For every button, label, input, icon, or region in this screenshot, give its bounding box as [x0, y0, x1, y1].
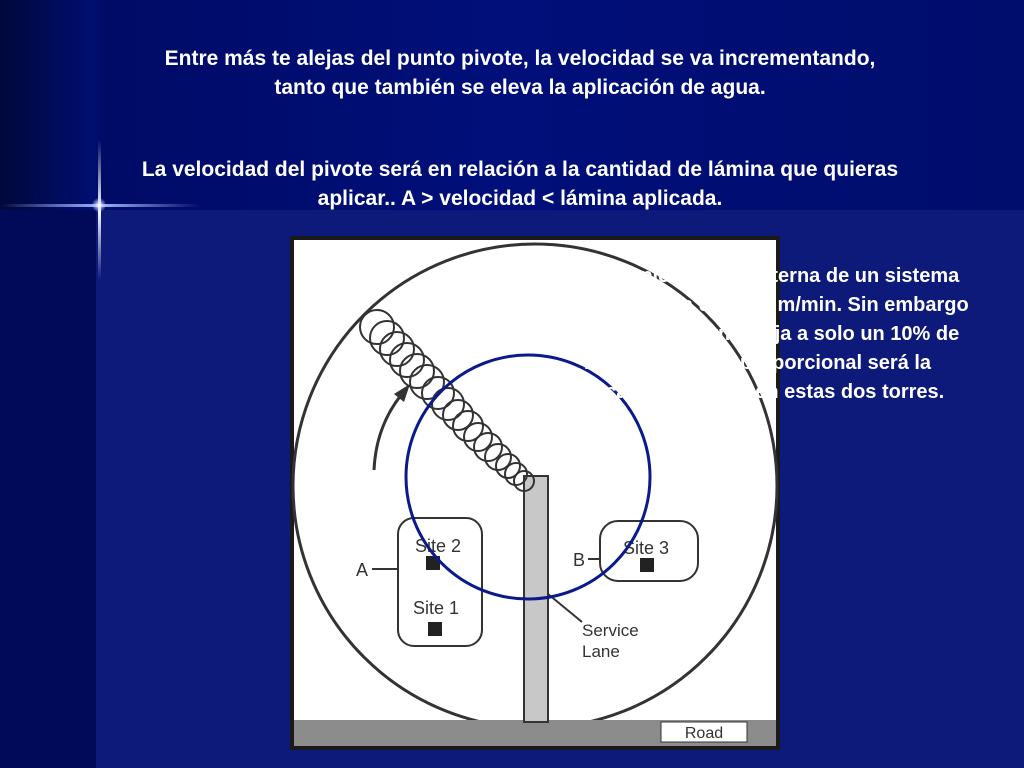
- service-lane-label-line2: Lane: [582, 642, 620, 661]
- site3-label: Site 3: [622, 538, 670, 558]
- road-label: Road: [684, 725, 724, 742]
- slide-subtitle: La velocidad del pivote será en relación a la cantidad de lámina que quieras aplicar.. A > velocidad < lámina aplicada.: [141, 158, 899, 210]
- site2-label: Site 2: [414, 536, 462, 556]
- site1-label: Site 1: [412, 598, 460, 618]
- marker-b: B: [572, 550, 586, 570]
- background-panel-left: [0, 210, 96, 768]
- site1-marker: [428, 622, 442, 636]
- service-lane-label-line1: Service: [582, 621, 639, 640]
- site3-marker: [640, 558, 654, 572]
- slide-title: Entre más te alejas del punto pivote, la velocidad se va incrementando, tanto que también se eleva la aplicación de agua.: [164, 47, 876, 99]
- sparkle-star-icon: [92, 198, 106, 212]
- marker-a: A: [355, 560, 369, 580]
- example-note: Por ejemplo la torre externa de un sistema de 50 has, viaja de 1 a 4 m/min. Sin embargo la torre más interna viaja a solo un 10% de la anterior. Algo proporcional será la aplicación de agua en estas dos torres.: [546, 265, 969, 403]
